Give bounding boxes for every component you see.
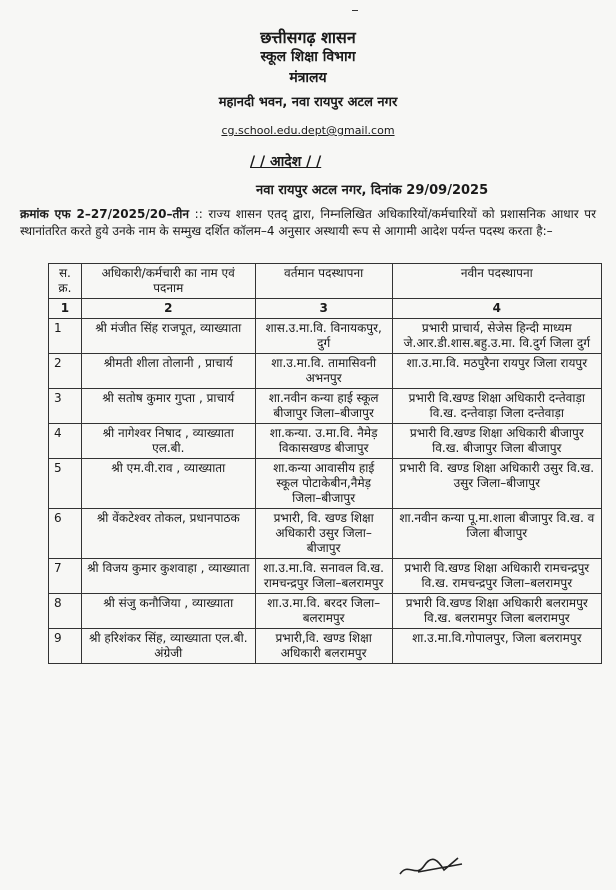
cell-serial: 1	[49, 319, 82, 354]
header-new-posting: नवीन पदस्थापना	[392, 264, 601, 299]
cell-current-posting: शा.उ.मा.वि. बरदर जिला–बलरामपुर	[255, 594, 392, 629]
cell-current-posting: प्रभारी, वि. खण्ड शिक्षा अधिकारी उसुर जिला–बीजापुर	[255, 509, 392, 559]
cell-name: श्री हरिशंकर सिंह, व्याख्याता एल.बी. अंग्रेजी	[81, 629, 255, 664]
col-number: 3	[255, 299, 392, 319]
col-number: 4	[392, 299, 601, 319]
table-row	[49, 509, 602, 559]
cell-name: श्री नागेश्वर निषाद , व्याख्याता एल.बी.	[81, 424, 255, 459]
cell-current-posting: शा.कन्या आवासीय हाई स्कूल पोटाकेबीन,नैमेड़ जिला–बीजापुर	[255, 459, 392, 509]
table-header-row	[49, 264, 602, 299]
table-row	[49, 424, 602, 459]
cell-new-posting: प्रभारी प्राचार्य, सेजेस हिन्दी माध्यम जे.आर.डी.शास.बहु.उ.मा. वि.दुर्ग जिला दुर्ग	[392, 319, 601, 354]
order-body: :: राज्य शासन एतद् द्वारा, निम्नलिखित अधिकारियों/कर्मचारियों को प्रशासनिक आधार पर स्थानांतरित करते हुये उनके नाम के सम्मुख दर्शित कॉलम–4 अनुसार अस्थायी रूप से आगामी आदेश पर्यन्त पदस्थ करता है:–	[20, 207, 596, 238]
cell-current-posting: शा.उ.मा.वि. तामासिवनी अभनपुर	[255, 354, 392, 389]
header-name: अधिकारी/कर्मचारी का नाम एवं पदनाम	[81, 264, 255, 299]
cell-current-posting: शास.उ.मा.वि. विनायकपुर, दुर्ग	[255, 319, 392, 354]
cell-new-posting: शा.उ.मा.वि.गोपालपुर, जिला बलरामपुर	[392, 629, 601, 664]
cell-current-posting: शा.कन्या. उ.मा.वि. नैमेड़ विकासखण्ड बीजापुर	[255, 424, 392, 459]
cell-name: श्री विजय कुमार कुशवाहा , व्याख्याता	[81, 559, 255, 594]
top-mark	[352, 10, 358, 11]
email-link[interactable]: cg.school.edu.dept@gmail.com	[221, 124, 395, 137]
order-title: / / आदेश / /	[250, 154, 322, 170]
cell-name: श्रीमती शीला तोलानी , प्राचार्य	[81, 354, 255, 389]
cell-new-posting: प्रभारी वि. खण्ड शिक्षा अधिकारी उसुर वि.ख. उसुर जिला–बीजापुर	[392, 459, 601, 509]
column-number-row	[49, 299, 602, 319]
col-number: 1	[49, 299, 82, 319]
transfer-table	[48, 263, 602, 664]
cell-new-posting: प्रभारी वि.खण्ड शिक्षा अधिकारी बीजापुर वि.ख. बीजापुर जिला बीजापुर	[392, 424, 601, 459]
cell-new-posting: शा.नवीन कन्या पू.मा.शाला बीजापुर वि.ख. व जिला बीजापुर	[392, 509, 601, 559]
cell-serial: 6	[49, 509, 82, 559]
cell-new-posting: प्रभारी वि.खण्ड शिक्षा अधिकारी बलरामपुर वि.ख. बलरामपुर जिला बलरामपुर	[392, 594, 601, 629]
table-row	[49, 319, 602, 354]
govt-title: छत्तीसगढ़ शासन	[260, 28, 356, 47]
address-line: महानदी भवन, नवा रायपुर अटल नगर	[218, 95, 398, 110]
cell-name: श्री वेंकटेश्वर तोकल, प्रधानपाठक	[81, 509, 255, 559]
cell-serial: 8	[49, 594, 82, 629]
cell-new-posting: शा.उ.मा.वि. मठपुरैना रायपुर जिला रायपुर	[392, 354, 601, 389]
department-title: स्कूल शिक्षा विभाग	[260, 49, 356, 65]
cell-current-posting: शा.नवीन कन्या हाई स्कूल बीजापुर जिला–बीजापुर	[255, 389, 392, 424]
cell-serial: 3	[49, 389, 82, 424]
cell-new-posting: प्रभारी वि.खण्ड शिक्षा अधिकारी रामचन्द्रपुर वि.ख. रामचन्द्रपुर जिला–बलरामपुर	[392, 559, 601, 594]
cell-serial: 4	[49, 424, 82, 459]
cell-new-posting: प्रभारी वि.खण्ड शिक्षा अधिकारी दन्तेवाड़ा वि.ख. दन्तेवाड़ा जिला दन्तेवाड़ा	[392, 389, 601, 424]
order-paragraph	[20, 206, 596, 240]
table-row	[49, 354, 602, 389]
table-row	[49, 559, 602, 594]
signature-mark	[398, 852, 468, 882]
cell-current-posting: प्रभारी,वि. खण्ड शिक्षा अधिकारी बलरामपुर	[255, 629, 392, 664]
order-date: नवा रायपुर अटल नगर, दिनांक 29/09/2025	[256, 183, 489, 198]
table-row	[49, 459, 602, 509]
cell-current-posting: शा.उ.मा.वि. सनावल वि.ख. रामचन्द्रपुर जिला–बलरामपुर	[255, 559, 392, 594]
col-number: 2	[81, 299, 255, 319]
cell-name: श्री संजु कनौजिया , व्याख्याता	[81, 594, 255, 629]
email-line	[0, 124, 616, 137]
cell-name: श्री सतोष कुमार गुप्ता , प्राचार्य	[81, 389, 255, 424]
table-row	[49, 594, 602, 629]
cell-name: श्री मंजीत सिंह राजपूत, व्याख्याता	[81, 319, 255, 354]
reference-number: क्रमांक एफ 2–27/2025/20–तीन	[20, 207, 190, 221]
cell-name: श्री एम.वी.राव , व्याख्याता	[81, 459, 255, 509]
ministry-title: मंत्रालय	[289, 70, 327, 86]
header-current-posting: वर्तमान पदस्थापना	[255, 264, 392, 299]
cell-serial: 7	[49, 559, 82, 594]
header-serial: स. क्र.	[49, 264, 82, 299]
cell-serial: 9	[49, 629, 82, 664]
cell-serial: 5	[49, 459, 82, 509]
cell-serial: 2	[49, 354, 82, 389]
table-row	[49, 629, 602, 664]
table-row	[49, 389, 602, 424]
